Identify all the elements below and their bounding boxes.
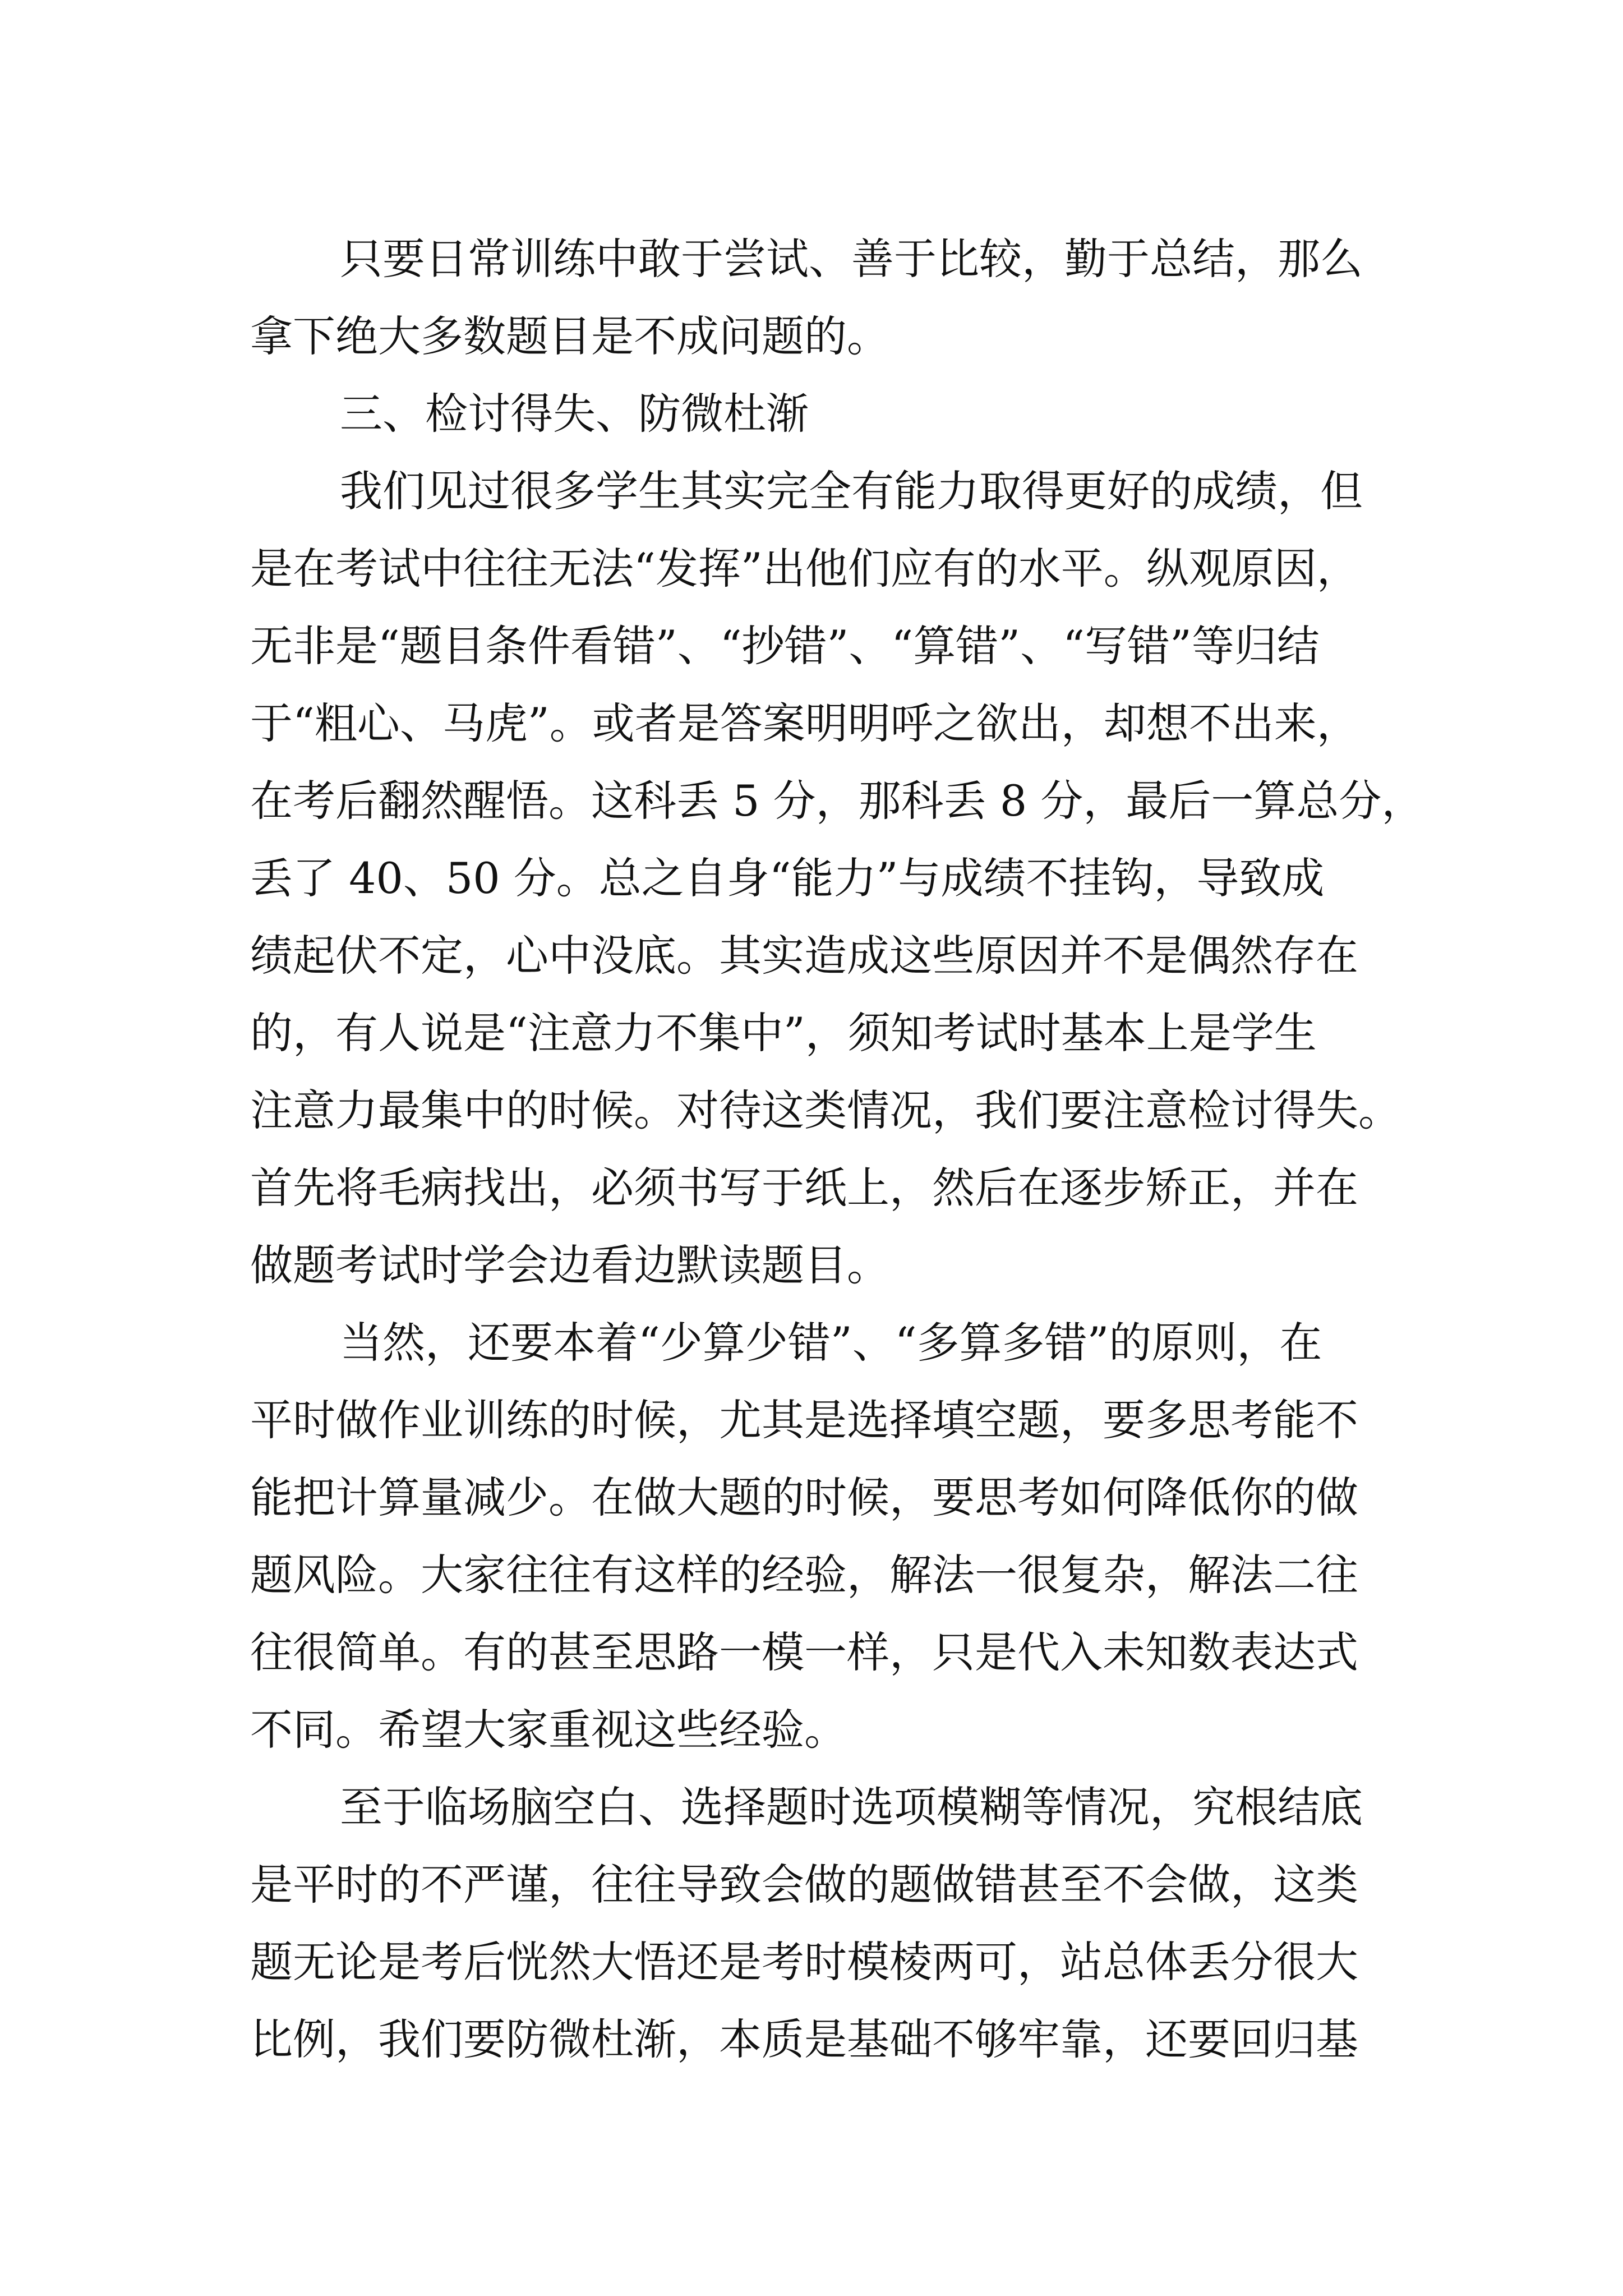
text-line: 不同。希望大家重视这些经验。 xyxy=(250,1705,847,1755)
text-line: 比例，我们要防微杜渐，本质是基础不够牢靠，还要回归基 xyxy=(250,2014,1358,2064)
text-line: 题风险。大家往往有这样的经验，解法一很复杂，解法二往 xyxy=(250,1550,1358,1600)
text-line: 在考后翻然醒悟。这科丢 5 分，那科丢 8 分，最后一算总分， xyxy=(250,776,1424,826)
text-line: 当然，还要本着“少算少错”、“多算多错”的原则，在 xyxy=(340,1318,1322,1368)
text-line: 是在考试中往往无法“发挥”出他们应有的水平。纵观原因， xyxy=(250,544,1359,593)
text-line: 拿下绝大多数题目是不成问题的。 xyxy=(250,311,889,361)
text-line: 题无论是考后恍然大悟还是考时模棱两可，站总体丢分很大 xyxy=(250,1937,1358,1987)
text-line: 注意力最集中的时候。对待这类情况，我们要注意检讨得失。 xyxy=(250,1085,1401,1135)
section-heading: 三、检讨得失、防微杜渐 xyxy=(340,389,809,439)
text-line: 于“粗心、马虎”。或者是答案明明呼之欲出，却想不出来， xyxy=(250,698,1359,748)
document-body xyxy=(250,220,1424,2078)
text-line: 只要日常训练中敢于尝试、善于比较，勤于总结，那么 xyxy=(340,234,1363,284)
text-line: 平时做作业训练的时候，尤其是选择填空题，要多思考能不 xyxy=(250,1395,1358,1445)
text-line: 至于临场脑空白、选择题时选项模糊等情况，究根结底 xyxy=(340,1782,1363,1832)
text-line: 的，有人说是“注意力不集中”，须知考试时基本上是学生 xyxy=(250,1008,1317,1058)
text-line: 首先将毛病找出，必须书写于纸上，然后在逐步矫正，并在 xyxy=(250,1163,1358,1213)
text-line: 我们见过很多学生其实完全有能力取得更好的成绩，但 xyxy=(340,466,1363,516)
text-line: 能把计算量减少。在做大题的时候，要思考如何降低你的做 xyxy=(250,1473,1358,1522)
text-line: 绩起伏不定，心中没底。其实造成这些原因并不是偶然存在 xyxy=(250,931,1358,981)
text-line: 做题考试时学会边看边默读题目。 xyxy=(250,1240,889,1290)
text-line: 往很简单。有的甚至思路一模一样，只是代入未知数表达式 xyxy=(250,1627,1358,1677)
text-line: 无非是“题目条件看错”、“抄错”、“算错”、“写错”等归结 xyxy=(250,621,1320,671)
text-line: 丢了 40、50 分。总之自身“能力”与成绩不挂钩，导致成 xyxy=(250,853,1325,903)
text-line: 是平时的不严谨，往往导致会做的题做错甚至不会做，这类 xyxy=(250,1860,1358,1910)
